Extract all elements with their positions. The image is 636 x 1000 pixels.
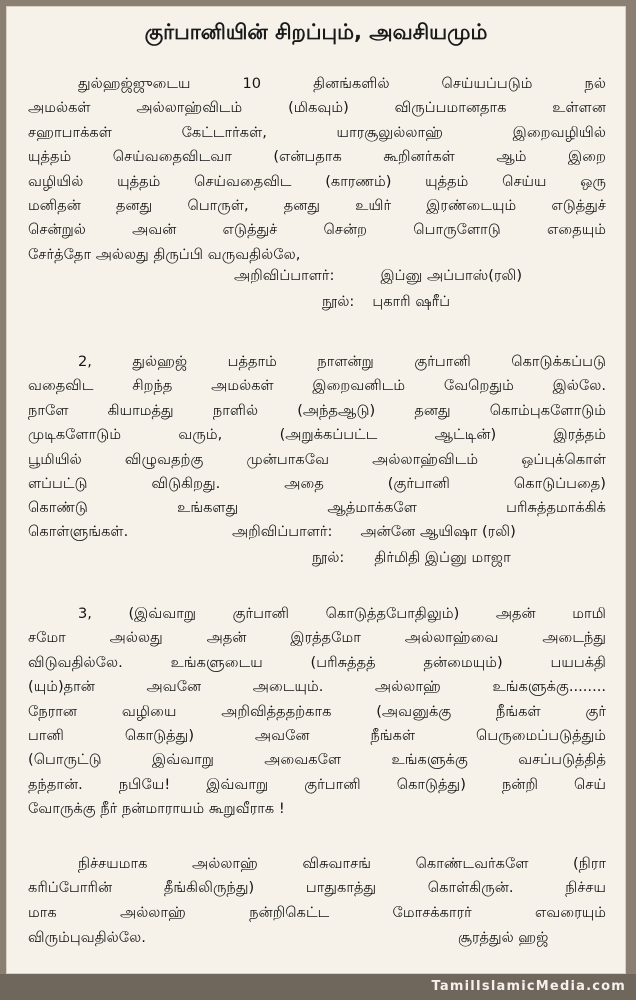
narrator-name: அன்னே ஆயிஷா (ரலி) (360, 523, 516, 540)
source-name: சூரத்துல் ஹஜ் (458, 929, 549, 946)
paragraph-2 (28, 350, 606, 521)
paragraph-4 (28, 852, 606, 925)
text-line: 2, துல்ஹஜ் பத்தாம் நாளன்று குர்பானி கொடுக்கப்படு (78, 353, 606, 370)
text-line: மாக அல்லாஹ் நன்றிகெட்ட மோசக்காரர் எவரையும் (28, 903, 606, 921)
text-line: ளப்பட்டு விடுகிறது. அதை (குர்பானி கொடுப்பதை) (28, 475, 606, 493)
text-line: தந்தான். நபியே! இவ்வாறு குர்பானி கொடுத்து) நன்றி செய் (28, 775, 606, 793)
text-line: துல்ஹஜ்ஜுடைய 10 தினங்களில் செய்யப்படும் நல் (78, 75, 606, 92)
narrator-name: இப்னு அப்பாஸ்(ரலி) (380, 267, 523, 284)
text-line: கொள்ளுங்கள். (28, 523, 129, 540)
text-line: விரும்புவதில்லே. (28, 929, 146, 946)
source-label: நூல்: (322, 293, 355, 310)
text-line: சென்றுல் அவன் எடுத்துச் சென்ற பொருளோடு எதையும் (28, 221, 606, 239)
text-line: விடுவதில்லே. உங்களுடைய (பரிசுத்தத் தன்மையும்) பயபக்தி (28, 653, 606, 671)
text-line: முடிகளோடும் வரும், (அறுக்கப்பட்ட ஆட்டின்) இரத்தம் (28, 426, 606, 444)
text-line: கரிப்போரின் தீங்கிலிருந்து) பாதுகாத்து கொள்கிருன். நிச்சய (28, 879, 606, 897)
source-line (322, 290, 450, 314)
site-watermark: TamilIslamicMedia.com (431, 979, 626, 994)
text-line: யுத்தம் செய்வதைவிடவா (என்பதாக கூறினர்கள் ஆம் இறை (28, 148, 606, 166)
document-page (6, 6, 626, 974)
paragraph-2-last-line (28, 520, 128, 544)
text-line: பூமியில் விழுவதற்கு முன்பாகவே அல்லாஹ்விடம் ஒப்புக்கொள் (28, 450, 606, 468)
narrator-label: அறிவிப்பாளர்: (232, 523, 333, 540)
text-line: வழியில் யுத்தம் செய்வதைவிட (காரணம்) யுத்தம் செய்ய ஒரு (28, 172, 606, 190)
text-line: (பொருட்டு இவ்வாறு அவைகளே உங்களுக்கு வசப்படுத்தித் (28, 751, 606, 769)
text-line: பானி கொடுத்து) அவனே நீங்கள் பெருமைப்படுத்தும் (28, 727, 606, 745)
source-line (458, 926, 548, 950)
text-line: சமோ அல்லது அதன் இரத்தமோ அல்லாஹ்வை அடைந்து (28, 629, 606, 647)
text-line: (யும்)தான் அவனே அடையும். அல்லாஹ் உங்களுக்கு........ (28, 678, 606, 696)
narrator-line (232, 520, 516, 544)
text-line: நேரான வழியை அறிவித்ததற்காக (அவனுக்கு நீங்கள் குர் (28, 702, 606, 720)
text-line: மனிதன் தனது பொருள், தனது உயிர் இரண்டையும் எடுத்துச் (28, 197, 606, 215)
footer-bar (0, 974, 636, 1000)
source-name: புகாரி ஷரீப் (372, 293, 451, 310)
narrator-line (234, 264, 522, 288)
paragraph-4-last-line (28, 926, 146, 950)
narrator-label: அறிவிப்பாளர்: (234, 267, 335, 284)
text-line: நிச்சயமாக அல்லாஹ் விசுவாசங் கொண்டவர்களே (நிரா (78, 855, 606, 872)
paragraph-3 (28, 602, 606, 822)
text-line: அமல்கள் அல்லாஹ்விடம் (மிகவும்) விருப்பமானதாக உள்ளன (28, 99, 606, 117)
paragraph-1 (28, 72, 606, 267)
source-line (312, 546, 511, 570)
text-line: 3, (இவ்வாறு குர்பானி கொடுத்தபோதிலும்) அதன் மாமி (78, 605, 606, 622)
text-line: நாளே கியாமத்து நாளில் (அந்தஆடு) தனது கொம்புகளோடும் (28, 401, 606, 419)
text-line: சேர்த்தோ அல்லது திருப்பி வருவதில்லே, (28, 245, 301, 263)
source-name: திர்மிதி இப்னு மாஜா (374, 549, 511, 566)
source-label: நூல்: (312, 549, 345, 566)
text-line: வதைவிட சிறந்த அமல்கள் இறைவனிடம் வேறெதும் இல்லே. (28, 377, 606, 395)
page-title: குர்பானியின் சிறப்பும், அவசியமும் (144, 20, 488, 44)
text-line: சஹாபாக்கள் கேட்டார்கள், யாரசூலுல்லாஹ் இறைவழியில் (28, 123, 606, 141)
text-line: வோருக்கு நீர் நன்மாராயம் கூறுவீராக ! (28, 800, 285, 818)
text-line: கொண்டு உங்களது ஆத்மாக்களே பரிசுத்தமாக்கிக் (28, 499, 606, 517)
